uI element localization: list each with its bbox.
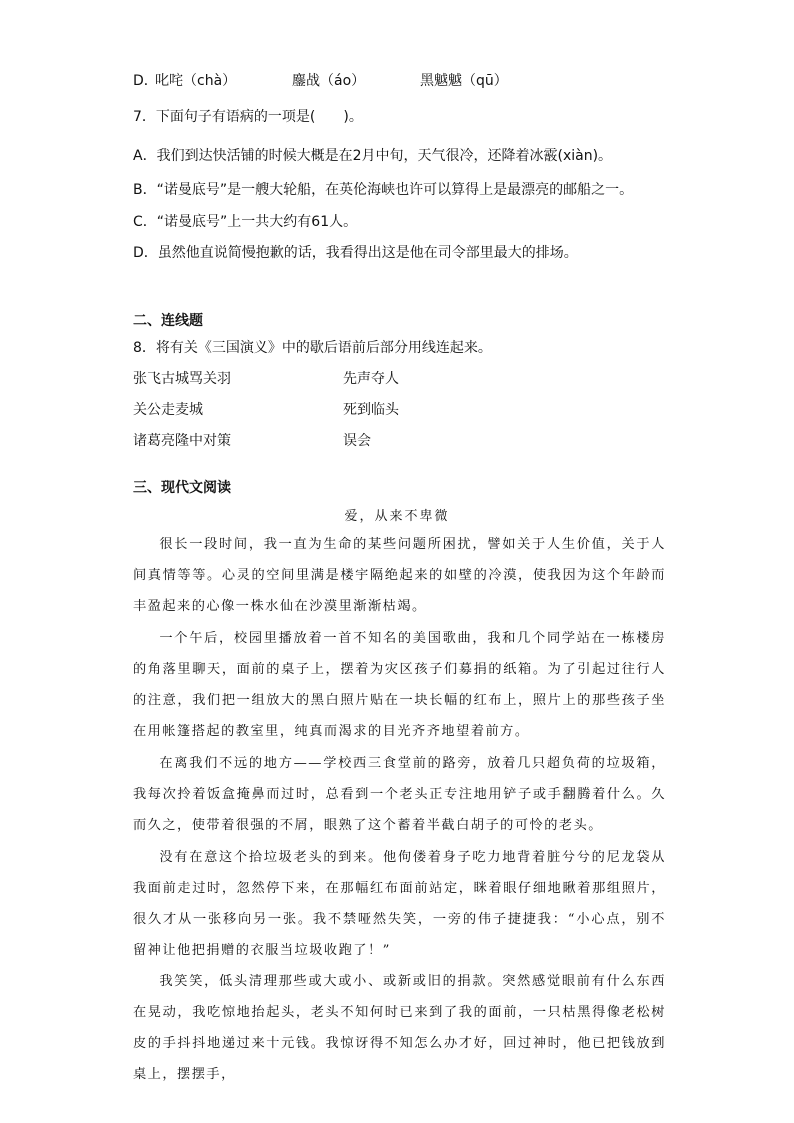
- q7-option-d: D．虽然他直说简慢抱歉的话，我看得出这是他在司令部里最大的排场。: [133, 245, 578, 261]
- word-3: 黑魆魆（qū）: [420, 73, 508, 89]
- section-heading-matching: 二、连线题: [133, 313, 203, 329]
- match-right-item: 误会: [343, 433, 371, 449]
- q7-option-a: A．我们到达快活铺的时候大概是在2月中旬，天气很冷，还降着冰霰(xiàn)。: [133, 148, 613, 164]
- section-heading-reading: 三、现代文阅读: [133, 480, 231, 496]
- q7-stem: 7．下面句子有语病的一项是( )。: [133, 109, 363, 125]
- word-2: 鏖战（áo）: [292, 73, 366, 89]
- essay-paragraph: 我笑笑，低头清理那些或大或小、或新或旧的捐款。突然感觉眼前有什么东西在晃动，我吃惊地抬起头，老头不知何时已来到了我的面前，一只枯黑得像老松树皮的手抖抖地递过来十元钱。我惊讶得不知怎么办才好，回过神时，他已把钱放到桌上，摆摆手，: [133, 974, 666, 1082]
- essay-paragraph: 一个午后，校园里播放着一首不知名的美国歌曲，我和几个同学站在一栋楼房的角落里聊天，面前的桌子上，摆着为灾区孩子们募捐的纸箱。为了引起过往行人的注意，我们把一组放大的黑白照片贴在一块长幅的红布上，照片上的那些孩子坐在用帐篷搭起的教室里，纯真而渴求的目光齐齐地望着前方。: [133, 631, 666, 739]
- match-left-item: 诸葛亮隆中对策: [133, 433, 231, 449]
- match-right-item: 先声夺人: [343, 371, 399, 387]
- essay-paragraph: 没有在意这个拾垃圾老头的到来。他佝偻着身子吃力地背着脏兮兮的尼龙袋从我面前走过时，忽然停下来，在那幅红布面前站定，眯着眼仔细地瞅着那组照片，很久才从一张移向另一张。我不禁哑然失笑，一旁的伟子捷捷我：“小心点，别不留神让他把捐赠的衣服当垃圾收跑了！”: [133, 850, 666, 958]
- option-label: D．: [133, 73, 158, 89]
- match-right-item: 死到临头: [343, 402, 399, 418]
- q8-stem: 8．将有关《三国演义》中的歇后语前后部分用线连起来。: [133, 340, 492, 356]
- q7-option-b: B．“诺曼底号”是一艘大轮船，在英伦海峡也许可以算得上是最漂亮的邮船之一。: [133, 182, 634, 198]
- essay-title: 爱，从来不卑微: [344, 509, 450, 524]
- q7-option-c: C．“诺曼底号”上一共大约有61人。: [133, 214, 358, 230]
- word-1: 叱咤（chà）: [155, 73, 237, 89]
- essay-paragraph: 很长一段时间，我一直为生命的某些问题所困扰，譬如关于人生价值，关于人间真情等等。心灵的空间里满是楼宇隔绝起来的如壁的冷漠，使我因为这个年龄而丰盈起来的心像一株水仙在沙漠里渐渐枯竭。: [133, 537, 666, 614]
- match-left-item: 张飞古城骂关羽: [133, 371, 231, 387]
- essay-paragraph: 在离我们不远的地方——学校西三食堂前的路旁，放着几只超负荷的垃圾箱，我每次拎着饭盒掩鼻而过时，总看到一个老头正专注地用铲子或手翻腾着什么。久而久之，使带着很强的不屑，眼熟了这个蓄着半截白胡子的可怜的老头。: [133, 756, 666, 833]
- match-left-item: 关公走麦城: [133, 402, 203, 418]
